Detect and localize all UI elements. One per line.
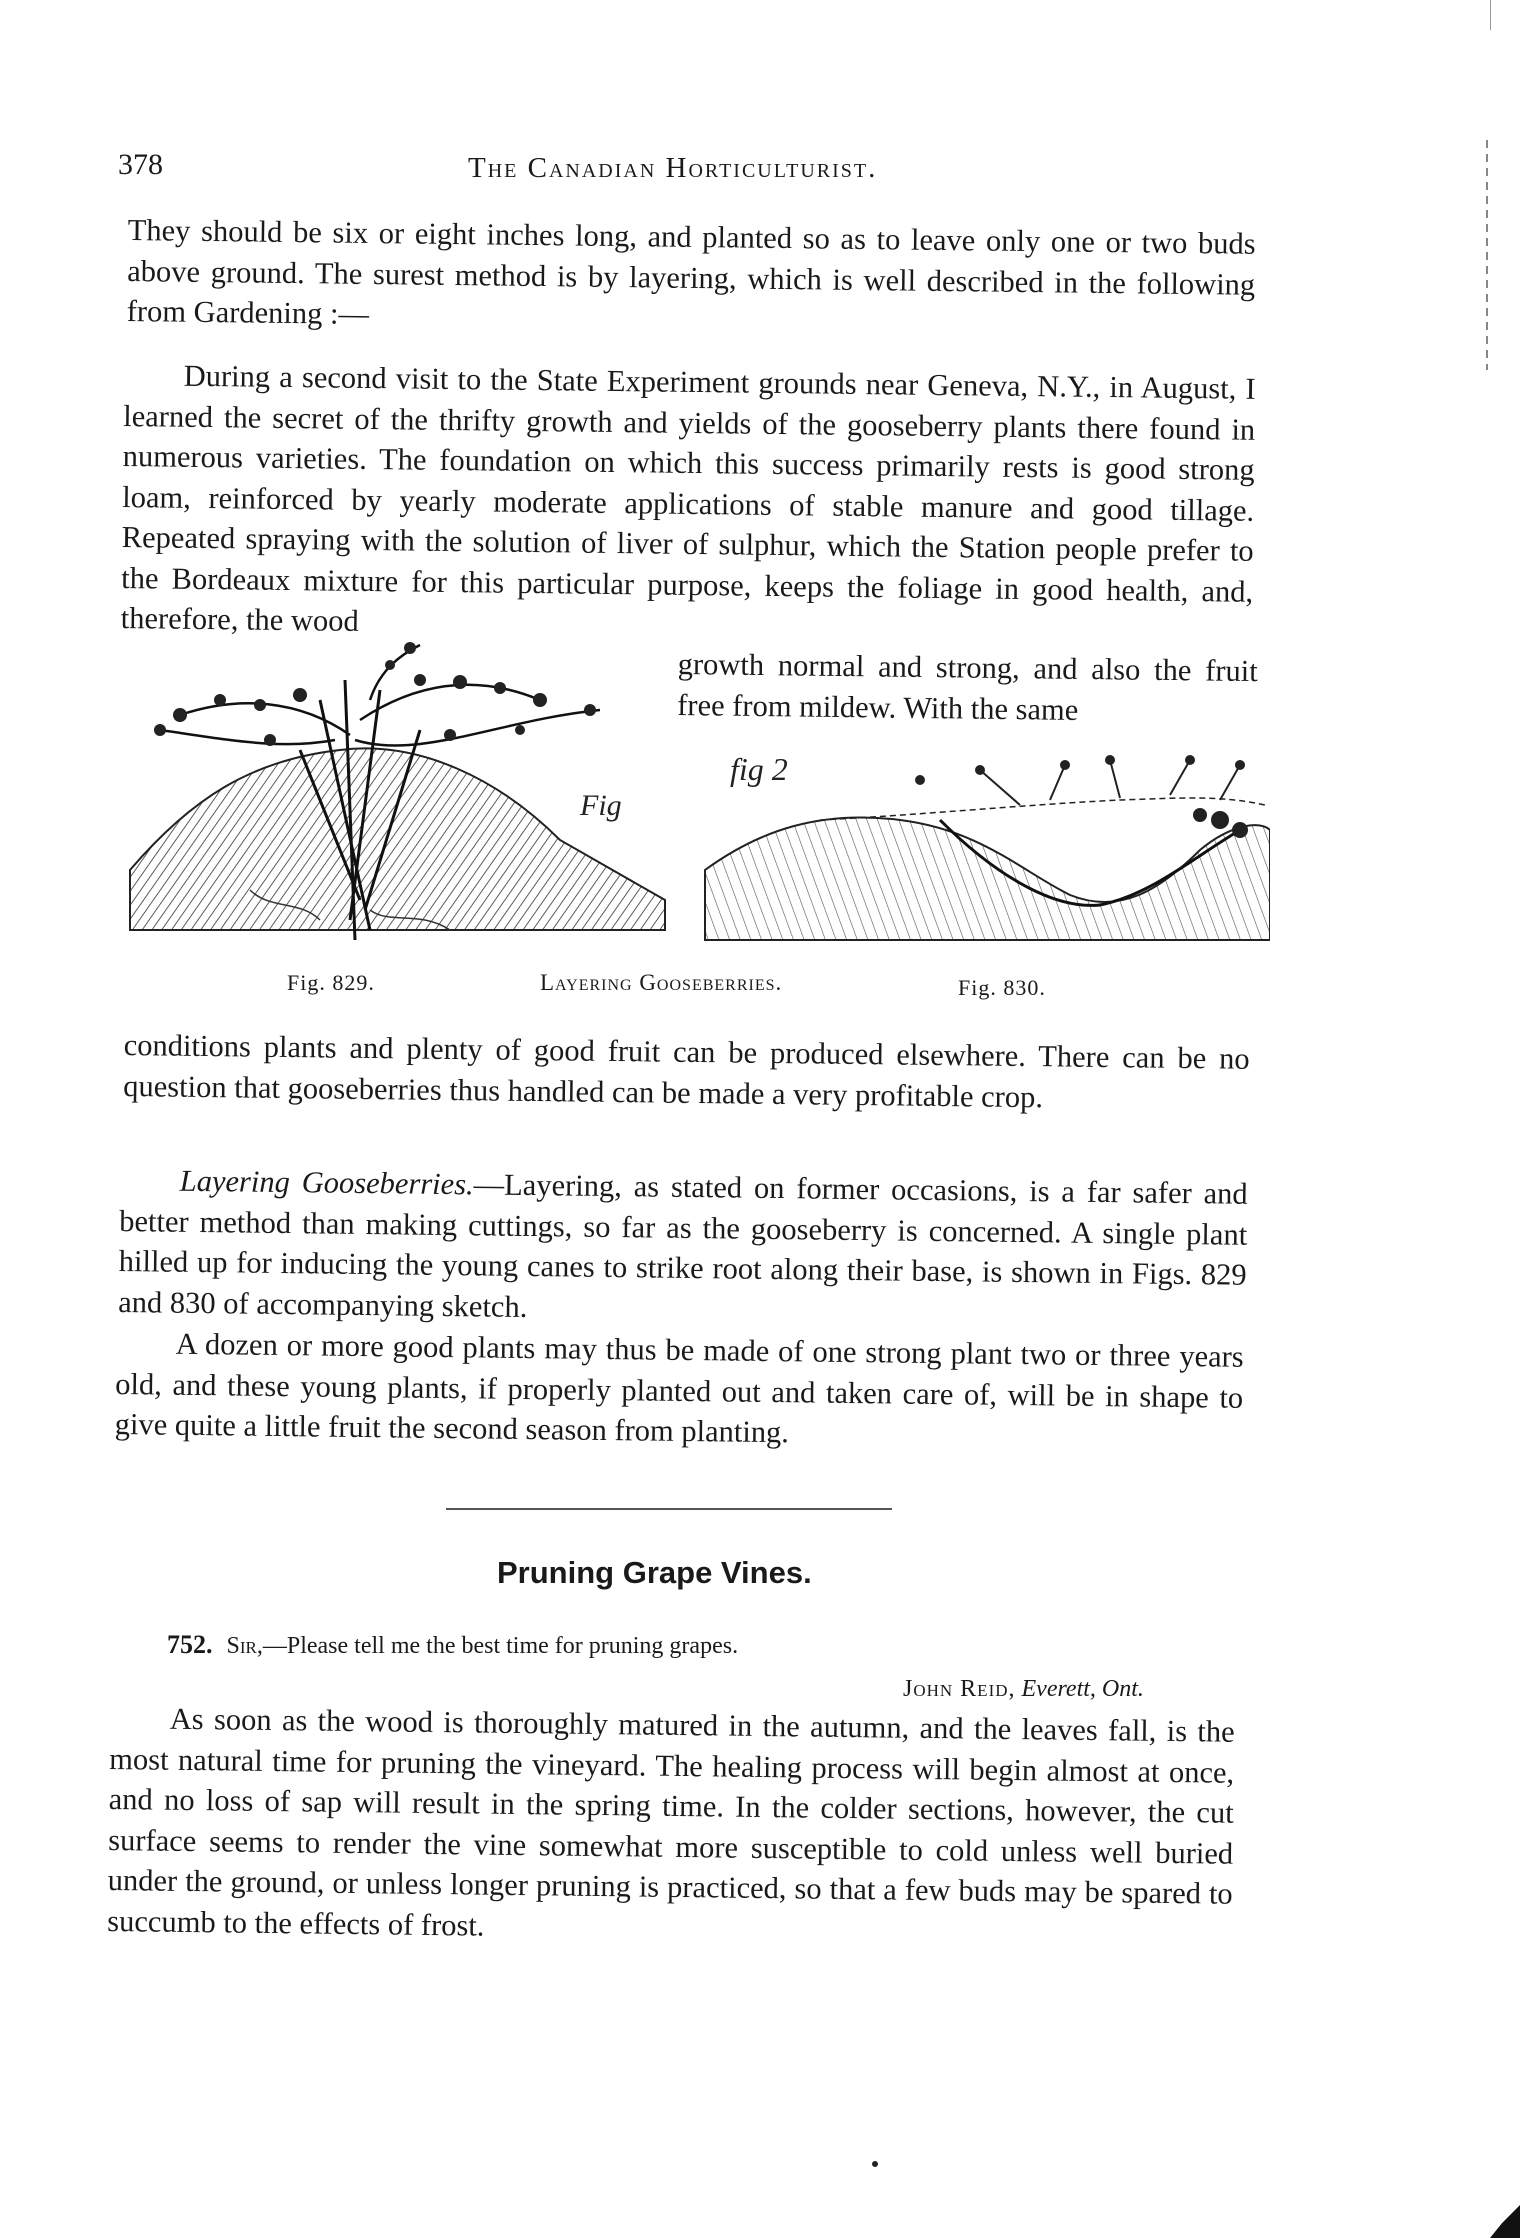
layering-gooseberries-figure bbox=[120, 640, 1270, 1010]
query-text: —Please tell me the best time for pruning grapes. bbox=[262, 1633, 739, 1659]
scan-edge-line bbox=[1490, 0, 1491, 30]
dozen-plants-paragraph: A dozen or more good plants may thus be made of one strong plant two or three years old, and these young plants, if properly planted out and taken care of, will be in shape to give quite a little fruit the second season from planting. bbox=[114, 1326, 1244, 1450]
query-signature bbox=[903, 1676, 1144, 1703]
query-number: 752. bbox=[167, 1630, 213, 1659]
quote-paragraph-continued: conditions plants and plenty of good fruit can be produced elsewhere. There can be no question that gooseberries thus handled can be made a very profitable crop. bbox=[123, 1027, 1250, 1114]
scan-corner-mark bbox=[1490, 2205, 1520, 2238]
scan-edge-dashes bbox=[1486, 140, 1488, 370]
pruning-answer-paragraph: As soon as the wood is thoroughly matured in the autumn, and the leaves fall, is the most natural time for pruning the vineyard. The healing process will begin almost at once, and no loss of sap will result in the spring time. In the colder sections, however, the cut surface seems to render the vine somewhat more susceptible to cold unless well buried under the ground, or unless longer pruning is practiced, so that a few buds may be spared to succumb to the effects of frost. bbox=[107, 1701, 1235, 1943]
fig-829-handwritten-label: Fig bbox=[580, 789, 622, 822]
caption-fig-830: Fig. 830. bbox=[958, 975, 1046, 1000]
stray-ink-dot bbox=[872, 2161, 878, 2167]
quote-paragraph: During a second visit to the State Experiment grounds near Geneva, N.Y., in August, I learned the secret of the thrifty growth and yields of the gooseberry plants there found in numerous varieties. The foundation on which this success primarily rests is good strong loam, reinforced by yearly moderate applications of stable manure and good tillage. Repeated spraying with the solution of liver of sulphur, which the Station people prefer to the Bordeaux mixture for this particular purpose, keeps the foliage in good health, and, therefore, the wood bbox=[120, 358, 1256, 638]
signature-name: John Reid, bbox=[903, 1676, 1016, 1702]
gooseberry-sketch bbox=[120, 640, 1270, 970]
page-header bbox=[118, 148, 1270, 192]
section-divider bbox=[446, 1508, 892, 1510]
page-number: 378 bbox=[118, 148, 163, 181]
caption-layering-gooseberries: Layering Gooseberries. bbox=[540, 970, 783, 995]
query-salutation: Sir, bbox=[226, 1633, 263, 1659]
section-heading: Pruning Grape Vines. bbox=[497, 1555, 812, 1590]
layering-heading: Layering Gooseberries. bbox=[179, 1163, 474, 1202]
fig-830-handwritten-label: fig 2 bbox=[730, 751, 788, 787]
layering-paragraph bbox=[118, 1160, 1248, 1336]
intro-paragraph: They should be six or eight inches long, and planted so as to leave only one or two buds above ground. The surest method is by layering, which is well described in the following from Gardening :— bbox=[126, 212, 1256, 331]
running-title: The Canadian Horticulturist. bbox=[468, 152, 878, 184]
reader-query bbox=[167, 1630, 738, 1660]
layering-text: —Layering, as stated on former occasions, is a far safer and better method than making cuttings, so far as the gooseberry is concerned. A single plant hilled up for inducing the young canes to strike root along their base, is shown in Figs. 829 and 830 of accompanying sketch. bbox=[118, 1167, 1248, 1324]
signature-place: Everett, Ont. bbox=[1021, 1676, 1144, 1702]
quote-paragraph-beside-figure: growth normal and strong, and also the fruit free from mildew. With the same bbox=[677, 646, 1258, 727]
fig-830-drawing bbox=[705, 751, 1270, 940]
fig-829-drawing bbox=[130, 642, 665, 940]
caption-fig-829: Fig. 829. bbox=[287, 970, 375, 995]
